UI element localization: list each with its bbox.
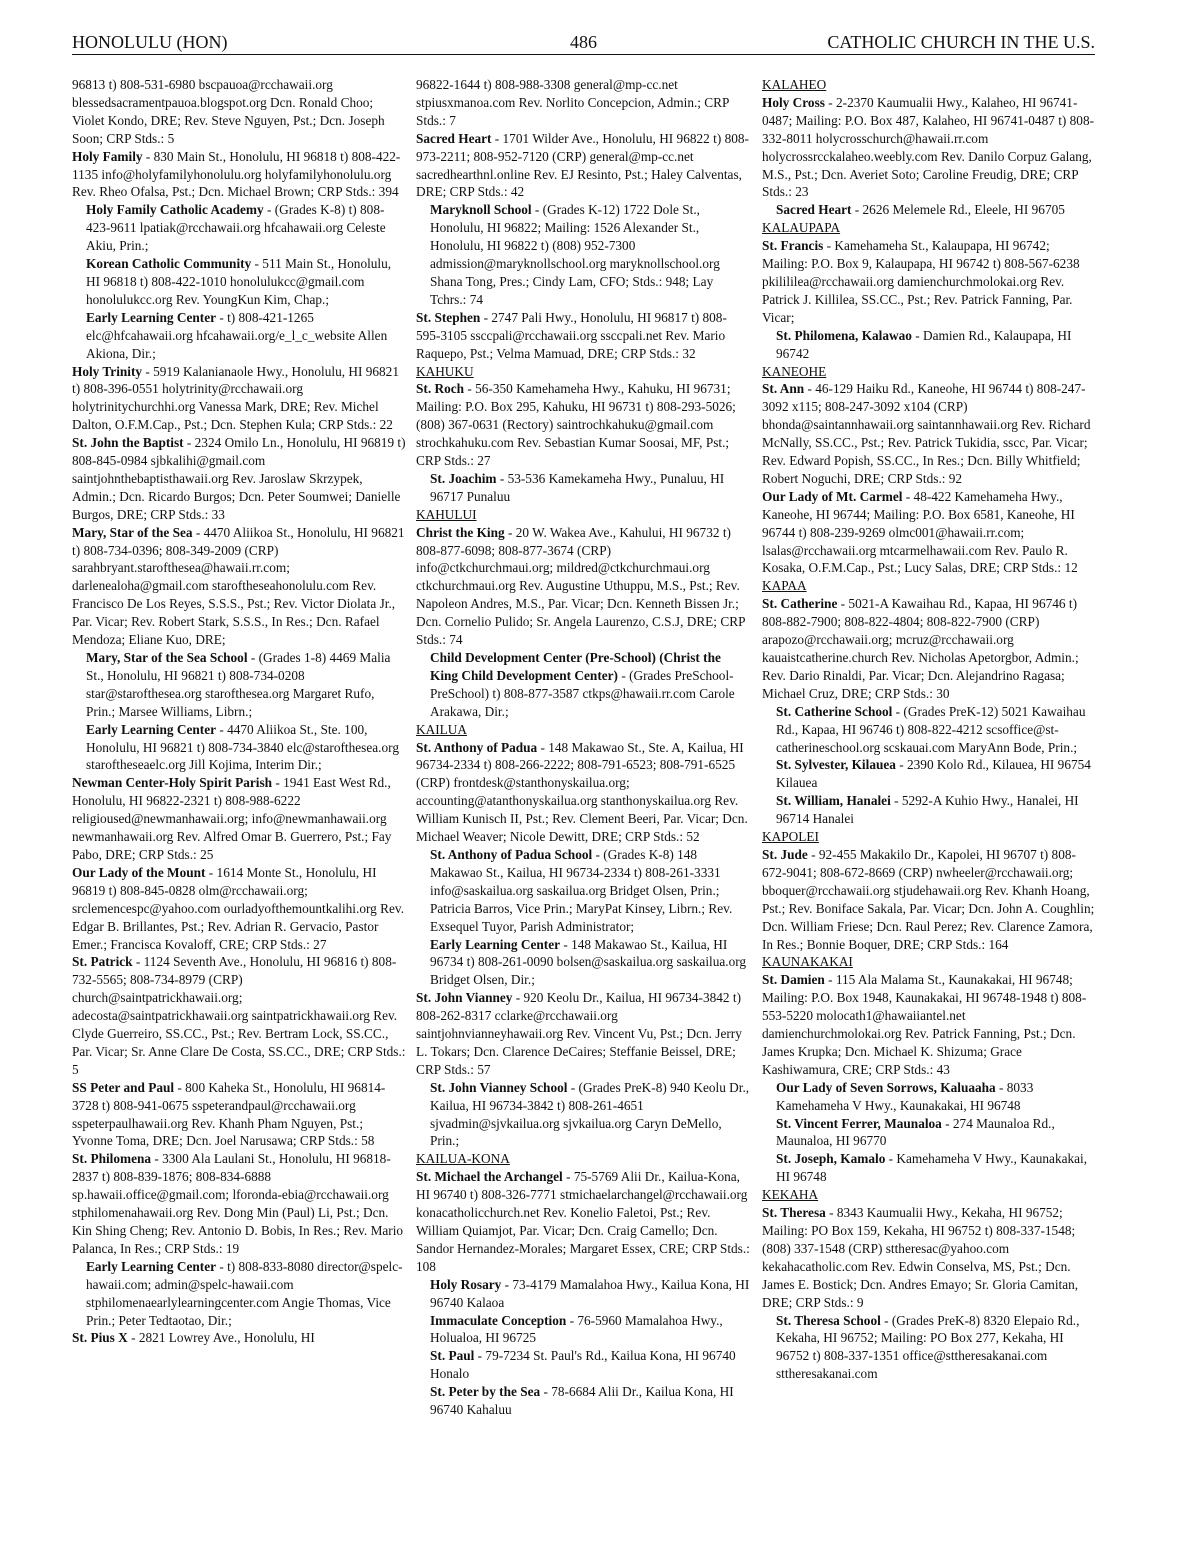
sub-entry: [762, 201, 1096, 219]
entry-details: - 5919 Kalanianaole Hwy., Honolulu, HI 96821 t) 808-396-0551 holytrinity@rcchawaii.org holytrinitychurchhi.org Vanessa Mark, DRE; Rev. Michel Dalton, O.F.M.Cap., Pst.; Dcn. Stephen Kula; CRP Stds.: 22: [72, 363, 399, 433]
city-heading: KAPAA: [762, 578, 807, 594]
city-heading: KALAHEO: [762, 77, 827, 92]
entry-details: - 92-455 Makakilo Dr., Kapolei, HI 96707 t) 808-672-9041; 808-672-8669 (CRP) nwheeler@rcchawaii.org; bboquer@rcchawaii.org stjudehawaii.org Rev. Khanh Hoang, Pst.; Rev. Boniface Sakala, Par. Vicar; Dcn. John A. Coughlin; Dcn. William Friese; Dcn. Raul Perez; Rev. Clarence Zamora, In Res.; Bonnie Boquer, DRE; CRP Stds.: 164: [762, 846, 1095, 952]
entry-details: - 2821 Lowrey Ave., Honolulu, HI: [127, 1330, 315, 1346]
parish-entry: [72, 953, 406, 1078]
city-heading: KAUNAKAKAI: [762, 954, 853, 970]
entry-name: St. Catherine: [762, 596, 838, 612]
parish-entry: [416, 76, 750, 130]
entry-name: Holy Trinity: [72, 363, 143, 379]
parish-entry: [416, 1168, 750, 1275]
entry-details: - 53-536 Kamekameha Hwy., Punaluu, HI 96717 Punaluu: [430, 470, 725, 504]
entry-details: - 115 Ala Malama St., Kaunakakai, HI 96748; Mailing: P.O. Box 1948, Kaunakakai, HI 96748-1948 t) 808-553-5220 molocath1@hawaiiantel.net damienchurchmolokai.org Rev. Patrick Fanning, Pst.; Dcn. James Krupka; Dcn. Michael K. Shizuma; Grace Kashiwamura, CRE; CRP Stds.: 43: [762, 972, 1087, 1077]
entry-details: - 2390 Kolo Rd., Kilauea, HI 96754 Kilauea: [776, 757, 1091, 791]
entry-details: - t) 808-421-1265 elc@hfcahawaii.org hfcahawaii.org/e_l_c_website Allen Akiona, Dir.;: [86, 309, 388, 361]
sub-entry: [416, 846, 750, 936]
entry-name: St. Pius X: [72, 1330, 128, 1346]
entry-name: St. Ann: [762, 381, 805, 397]
parish-entry: [72, 864, 406, 954]
entry-name: Our Lady of Mt. Carmel: [762, 488, 903, 504]
running-head-right: CATHOLIC CHURCH IN THE U.S.: [827, 32, 1095, 52]
entry-details: - (Grades 1-8) 4469 Malia St., Honolulu, HI 96821 t) 808-734-0208 star@starofthesea.org starofthesea.org Margaret Rufo, Prin.; Marsee Williams, Librn.;: [86, 650, 391, 719]
entry-details: - 5292-A Kuhio Hwy., Hanalei, HI 96714 Hanalei: [776, 793, 1079, 827]
parish-entry: [762, 595, 1096, 702]
entry-details: - 4470 Aliikoa St., Ste. 100, Honolulu, HI 96821 t) 808-734-3840 elc@starofthesea.org staroftheseaelc.org Jill Kojima, Interim Dir.;: [86, 721, 399, 773]
entry-details: 96813 t) 808-531-6980 bscpauoa@rcchawaii.org blessedsacramentpauoa.blogspot.org Dcn. Ronald Choo; Violet Kondo, DRE; Rev. Steve Nguyen, Pst.; Dcn. Joseph Soon; CRP Stds.: 5: [72, 77, 385, 146]
entry-details: - 73-4179 Mamalahoa Hwy., Kailua Kona, HI 96740 Kalaoa: [430, 1276, 750, 1310]
city-heading: KAHUKU: [416, 363, 474, 379]
column-2: [416, 76, 750, 1419]
entry-details: - (Grades PreSchool-PreSchool) t) 808-877-3587 ctkps@hawaii.rr.com Carole Arakawa, Dir.;: [430, 667, 735, 719]
entry-details: - 800 Kaheka St., Honolulu, HI 96814-3728 t) 808-941-0675 sspeterandpaul@rcchawaii.org sspeterpaulhawaii.org Rev. Khanh Pham Nguyen, Pst.; Yvonne Toma, DRE; Dcn. Joel Narusawa; CRP Stds.: 58: [72, 1079, 386, 1149]
entry-details: - (Grades K-8) t) 808-423-9611 lpatiak@rcchawaii.org hfcahawaii.org Celeste Akiu, Prin.;: [86, 202, 386, 254]
entry-details: - Kamehameha V Hwy., Kaunakakai, HI 96748: [776, 1151, 1088, 1185]
entry-name: St. Roch: [416, 381, 465, 397]
entry-name: SS Peter and Paul: [72, 1079, 175, 1095]
entry-name: St. Theresa: [762, 1205, 826, 1221]
parish-entry: [762, 971, 1096, 1078]
sub-entry: [72, 309, 406, 363]
entry-details: - (Grades K-12) 1722 Dole St., Honolulu, HI 96822; Mailing: 1526 Alexander St., Honolulu, HI 96822 t) (808) 952-7300 admission@maryknollschool.org maryknollschool.org Shana Tong, Pres.; Cindy Lam, CFO; Stds.: 948; Lay Tchrs.: 74: [430, 202, 720, 307]
sub-entry: [416, 470, 750, 506]
entry-details: - 830 Main St., Honolulu, HI 96818 t) 808-422-1135 info@holyfamilyhonolulu.org holyfamilyhonolulu.org Rev. Rheo Ofalsa, Pst.; Dcn. Michael Brown; CRP Stds.: 394: [72, 148, 401, 200]
sub-entry: [416, 1383, 750, 1419]
entry-name: St. John Vianney: [416, 990, 513, 1006]
entry-name: St. Philomena: [72, 1151, 152, 1167]
entry-name: Newman Center-Holy Spirit Parish: [72, 775, 273, 791]
entry-name: Early Learning Center: [430, 936, 560, 952]
entry-details: - t) 808-833-8080 director@spelc-hawaii.com; admin@spelc-hawaii.com stphilomenaearlylearningcenter.com Angie Thomas, Vice Prin.; Peter Tedtaotao, Dir.;: [86, 1258, 403, 1328]
sub-entry: [762, 1079, 1096, 1115]
entry-details: - 3300 Ala Laulani St., Honolulu, HI 96818-2837 t) 808-839-1876; 808-834-6888 sp.hawaii.office@gmail.com; lforonda-ebia@rcchawaii.org stphilomenahawaii.org Rev. Dong Min (Paul) Li, Pst.; Dcn. Kin Shing Cheng; Rev. Antonio D. Bobis, In Res.; Rev. Mario Palanca, In Res.; CRP Stds.: 19: [72, 1151, 404, 1256]
parish-entry: [762, 380, 1096, 487]
parish-entry: [72, 1079, 406, 1151]
entry-details: - (Grades PreK-8) 940 Keolu Dr., Kailua, HI 96734-3842 t) 808-261-4651 sjvadmin@sjvkailua.org sjvkailua.org Caryn DeMello, Prin.;: [430, 1079, 750, 1149]
entry-details: - (Grades PreK-8) 8320 Elepaio Rd., Kekaha, HI 96752; Mailing: PO Box 277, Kekaha, HI 96752 t) 808-337-1351 office@sttheresakanai.com sttheresakanai.com: [776, 1312, 1080, 1382]
parish-entry: [72, 363, 406, 435]
parish-entry: [762, 237, 1096, 327]
entry-details: - 1124 Seventh Ave., Honolulu, HI 96816 t) 808-732-5565; 808-734-8979 (CRP) church@saintpatrickhawaii.org; adecosta@saintpatrickhawaii.org saintpatrickhawaii.org Rev. Clyde Guerreiro, SS.CC., Pst.; Rev. Bertram Lock, SS.CC., Par. Vicar; Sr. Anne Clare De Costa, SS.CC., DRE; CRP Stds.: 5: [72, 954, 406, 1077]
sub-entry: [72, 255, 406, 309]
entry-name: Holy Family: [72, 148, 143, 164]
entry-name: St. Francis: [762, 238, 824, 254]
entry-name: St. Jude: [762, 846, 808, 862]
parish-entry: [762, 94, 1096, 201]
entry-name: Child Development Center (Pre-School) (Christ the King Child Development Center): [430, 650, 721, 683]
entry-details: - 2324 Omilo Ln., Honolulu, HI 96819 t) 808-845-0984 sjbkalihi@gmail.com saintjohnthebaptisthawaii.org Rev. Jaroslaw Skrzypek, Admin.; Dcn. Ricardo Burgos; Dcn. Peter Soumwei; Danielle Burgos, DRE; CRP Stds.: 33: [72, 435, 406, 522]
sub-entry: [416, 1347, 750, 1383]
sub-entry: [416, 936, 750, 990]
sub-entry: [72, 201, 406, 255]
entry-name: Mary, Star of the Sea School: [86, 650, 248, 665]
entry-details: - Kamehameha St., Kalaupapa, HI 96742; Mailing: P.O. Box 9, Kalaupapa, HI 96742 t) 808-567-6238 pkilililea@rcchawaii.org damienchurchmolokai.org Rev. Patrick J. Killilea, SS.CC., Pst.; Rev. Patrick Fanning, Par. Vicar;: [762, 238, 1080, 325]
parish-entry: [416, 739, 750, 846]
entry-details: - 76-5960 Mamalahoa Hwy., Holualoa, HI 96725: [430, 1312, 723, 1346]
city-heading: KAHULUI: [416, 506, 477, 522]
entry-details: - 148 Makawao St., Kailua, HI 96734 t) 808-261-0090 bolsen@saskailua.org saskailua.org Bridget Olsen, Dir.;: [430, 936, 747, 988]
entry-details: - 1941 East West Rd., Honolulu, HI 96822-2321 t) 808-988-6222 religioused@newmanhawaii.org; info@newmanhawaii.org newmanhawaii.org Rev. Alfred Omar B. Guerrero, Pst.; Fay Pabo, DRE; CRP Stds.: 25: [72, 775, 392, 862]
sub-entry: [72, 1258, 406, 1330]
entry-name: St. Joseph, Kamalo: [776, 1151, 886, 1167]
parish-entry: [416, 309, 750, 363]
entry-details: - 8343 Kaumualii Hwy., Kekaha, HI 96752; Mailing: PO Box 159, Kekaha, HI 96752 t) 808-337-1548; (808) 337-1548 (CRP) sttheresac@yahoo.com kekahacatholic.com Rev. Edwin Conselva, MS, Pst.; Dcn. James E. Bostick; Dcn. Andres Emayo; Sr. Gloria Camitan, DRE; CRP Stds.: 9: [762, 1205, 1079, 1310]
sub-entry: [72, 649, 406, 721]
entry-details: - (Grades K-8) 148 Makawao St., Kailua, HI 96734-2334 t) 808-261-3331 info@saskailua.org saskailua.org Bridget Olsen, Prin.; Patricia Barros, Vice Prin.; MaryPat Kinsey, Librn.; Rev. Exsequel Tuyor, Parish Administrator;: [430, 846, 733, 934]
sub-entry: [762, 703, 1096, 757]
entry-name: Early Learning Center: [86, 721, 216, 737]
entry-name: St. Peter by the Sea: [430, 1384, 541, 1400]
city-heading: KEKAHA: [762, 1187, 819, 1203]
sub-entry: [416, 1079, 750, 1151]
parish-entry: [72, 1329, 406, 1347]
parish-entry: [72, 1150, 406, 1257]
entry-details: - 20 W. Wakea Ave., Kahului, HI 96732 t) 808-877-6098; 808-877-3674 (CRP) info@ctkchurchmaui.org; mildred@ctkchurchmaui.org ctkchurchmaui.org Rev. Augustine Uthuppu, M.S., Pst.; Rev. Napoleon Andres, M.S., Par. Vicar; Dcn. Kenneth Bissen Jr.; Dcn. Cornelio Pulido; Sr. Angela Laurenzo, C.S.J, DRE; CRP Stds.: 74: [416, 524, 745, 648]
entry-details: - 1701 Wilder Ave., Honolulu, HI 96822 t) 808-973-2211; 808-952-7120 (CRP) general@mp-cc.net sacredhearthnl.online Rev. EJ Resinto, Pst.; Haley Calventas, DRE; CRP Stds.: 42: [416, 130, 749, 200]
entry-details: - 920 Keolu Dr., Kailua, HI 96734-3842 t) 808-262-8317 cclarke@rcchawaii.org saintjohnvianneyhawaii.org Rev. Vincent Vu, Pst.; Dcn. Jerry L. Tokars; Dcn. Clarence DeCaires; Steffanie Beissel, DRE; CRP Stds.: 57: [416, 990, 742, 1077]
entry-name: St. John the Baptist: [72, 435, 184, 451]
parish-entry: [762, 846, 1096, 953]
entry-name: Early Learning Center: [86, 309, 216, 325]
parish-entry: [72, 434, 406, 524]
entry-details: - 1614 Monte St., Honolulu, HI 96819 t) 808-845-0828 olm@rcchawaii.org; srclemencespc@yahoo.com ourladyofthemountkalihi.org Rev. Edgar B. Brillantes, Pst.; Rev. Adrian R. Gervacio, Pastor Emer.; Francisca Kovaloff, CRE; CRP Stds.: 27: [72, 864, 405, 952]
column-3: [762, 76, 1096, 1383]
entry-name: Mary, Star of the Sea: [72, 524, 193, 540]
entry-name: Maryknoll School: [430, 202, 532, 218]
entry-name: St. Anthony of Padua: [416, 739, 538, 755]
entry-name: St. Catherine School: [776, 703, 893, 719]
entry-details: - 79-7234 St. Paul's Rd., Kailua Kona, HI 96740 Honalo: [430, 1348, 736, 1382]
entry-details: - 4470 Aliikoa St., Honolulu, HI 96821 t) 808-734-0396; 808-349-2009 (CRP) sarahbryant.starofthesea@hawaii.rr.com; darlenealoha@gmail.com staroftheseahonolulu.com Rev. Francisco De Los Reyes, S.S.S., Pst.; Rev. Victor Diolata Jr., Par. Vicar; Rev. Robert Stark, S.S.S., In Res.; Dcn. Rafael Mendoza; Eliane Kuo, DRE;: [72, 524, 405, 648]
entry-name: St. Vincent Ferrer, Maunaloa: [776, 1115, 942, 1131]
entry-name: Our Lady of the Mount: [72, 864, 206, 880]
entry-name: St. Patrick: [72, 954, 133, 970]
city-heading: KANEOHE: [762, 363, 827, 379]
entry-name: St. Joachim: [430, 470, 497, 486]
parish-entry: [416, 989, 750, 1079]
parish-entry: [72, 76, 406, 148]
sub-entry: [416, 1312, 750, 1348]
sub-entry: [72, 721, 406, 775]
entry-name: Holy Family Catholic Academy: [86, 202, 264, 218]
parish-entry: [416, 524, 750, 649]
entry-details: - 511 Main St., Honolulu, HI 96818 t) 808-422-1010 honolulukcc@gmail.com honolulukcc.org Rev. YoungKun Kim, Chap.;: [86, 256, 392, 307]
entry-name: Holy Rosary: [430, 1276, 502, 1292]
entry-name: Immaculate Conception: [430, 1312, 567, 1328]
parish-entry: [72, 148, 406, 202]
column-1: [72, 76, 406, 1347]
sub-entry: [762, 792, 1096, 828]
entry-name: Korean Catholic Community: [86, 256, 252, 272]
entry-name: St. Theresa School: [776, 1312, 881, 1328]
entry-details: - 2-2370 Kaumualii Hwy., Kalaheo, HI 96741-0487; Mailing: P.O. Box 487, Kalaheo, HI 96741-0487 t) 808-332-8011 holycrosschurch@hawaii.rr.com holycrossrcckalaheo.weebly.com Rev. Danilo Corpuz Galang, M.S., Pst.; Dcn. Averiet Soto; Caroline Freudig, DRE; CRP Stds.: 23: [762, 94, 1095, 200]
sub-entry: [762, 756, 1096, 792]
entry-name: St. Sylvester, Kilauea: [776, 757, 896, 773]
parish-entry: [762, 488, 1096, 578]
sub-entry: [762, 1115, 1096, 1151]
entry-details: - 148 Makawao St., Ste. A, Kailua, HI 96734-2334 t) 808-266-2222; 808-791-6523; 808-791-6525 (CRP) frontdesk@stanthonyskailua.org; accounting@atanthonyskailua.org stanthonyskailua.org Rev. William Kunisch II, Pst.; Rev. Clement Beeri, Par. Vicar; Dcn. Michael Weaver; Nicole Dewitt, DRE; CRP Stds.: 52: [416, 739, 748, 845]
entry-name: St. Paul: [430, 1348, 475, 1364]
entry-name: Holy Cross: [762, 94, 825, 110]
entry-name: St. Anthony of Padua School: [430, 846, 593, 862]
sub-entry: [762, 327, 1096, 363]
entry-details: - 46-129 Haiku Rd., Kaneohe, HI 96744 t) 808-247-3092 x115; 808-247-3092 x104 (CRP) bhonda@saintannhawaii.org saintannhawaii.org Rev. Richard McNally, SS.CC., Pst.; Rev. Patrick Tukidia, sscc, Par. Vicar; Rev. Edward Popish, SS.CC., In Res.; Dcn. Billy Whitfield; Robert Noguchi, DRE; CRP Stds.: 92: [762, 381, 1091, 486]
entry-details: - 75-5769 Alii Dr., Kailua-Kona, HI 96740 t) 808-326-7771 stmichaelarchangel@rcchawaii.org konacatholicchurch.net Rev. Konelio Faletoi, Pst.; Rev. William Quiamjot, Par. Vicar; Dcn. Craig Camello; Dcn. Sandor Hernandez-Morales; Margaret Essex, CRE; CRP Stds.: 108: [416, 1169, 750, 1274]
entry-name: St. Stephen: [416, 309, 481, 325]
entry-details: - 274 Maunaloa Rd., Maunaloa, HI 96770: [776, 1115, 1055, 1149]
parish-entry: [416, 130, 750, 202]
parish-entry: [72, 524, 406, 649]
entry-name: Christ the King: [416, 524, 505, 540]
sub-entry: [762, 1150, 1096, 1186]
entry-name: St. Damien: [762, 972, 825, 988]
parish-entry: [72, 774, 406, 864]
city-heading: KAILUA: [416, 721, 467, 737]
city-heading: KAPOLEI: [762, 829, 819, 845]
entry-details: - 2747 Pali Hwy., Honolulu, HI 96817 t) 808-595-3105 ssccpali@rcchawaii.org ssccpali.net Rev. Mario Raquepo, Pst.; Velma Mamuad, DRE; CRP Stds.: 32: [416, 309, 727, 361]
running-head-left: HONOLULU (HON): [72, 32, 228, 52]
sub-entry: [416, 649, 750, 721]
entry-details: - 56-350 Kamehameha Hwy., Kahuku, HI 96731; Mailing: P.O. Box 295, Kahuku, HI 96731 t) 808-293-5026; (808) 367-0631 (Rectory) saintrochkahuku@gmail.com strochkahuku.com Rev. Sebastian Kumar Soosai, MF, Pst.; CRP Stds.: 27: [416, 381, 736, 469]
entry-name: Sacred Heart: [776, 202, 852, 218]
entry-name: Our Lady of Seven Sorrows, Kaluaaha: [776, 1079, 996, 1095]
header-rule: [72, 54, 1095, 55]
entry-details: 96822-1644 t) 808-988-3308 general@mp-cc.net stpiusxmanoa.com Rev. Norlito Concepcion, Admin.; CRP Stds.: 7: [416, 77, 729, 128]
page-number: 486: [570, 32, 597, 52]
parish-entry: [416, 380, 750, 470]
entry-details: - 48-422 Kamehameha Hwy., Kaneohe, HI 96744; Mailing: P.O. Box 6581, Kaneohe, HI 96744 t) 808-239-9269 olmc001@hawaii.rr.com; lsalas@rcchawaii.org mtcarmelhawaii.com Rev. Paulo R. Kosaka, O.F.M.Cap., Pst.; Lucy Salas, DRE; CRP Stds.: 12: [762, 488, 1078, 576]
entry-details: - 2626 Melemele Rd., Eleele, HI 96705: [851, 202, 1065, 218]
city-heading: KAILUA-KONA: [416, 1151, 510, 1167]
sub-entry: [416, 201, 750, 308]
city-heading: KALAUPAPA: [762, 220, 841, 236]
sub-entry: [762, 1312, 1096, 1384]
entry-details: - Damien Rd., Kalaupapa, HI 96742: [776, 327, 1072, 361]
entry-details: - 78-6684 Alii Dr., Kailua Kona, HI 96740 Kahaluu: [430, 1384, 734, 1418]
entry-name: St. Michael the Archangel: [416, 1169, 563, 1185]
sub-entry: [416, 1276, 750, 1312]
entry-name: St. William, Hanalei: [776, 793, 891, 809]
entry-details: - 5021-A Kawaihau Rd., Kapaa, HI 96746 t) 808-882-7900; 808-822-4804; 808-822-7900 (CRP) arapozo@rcchawaii.org; mcruz@rcchawaii.org kauaistcatherine.church Rev. Nicholas Apetorgbor, Admin.; Rev. Dario Rinaldi, Par. Vicar; Dcn. Alejandrino Ragasa; Michael Cruz, DRE; CRP Stds.: 30: [762, 596, 1079, 701]
entry-name: Early Learning Center: [86, 1258, 216, 1274]
entry-name: St. Philomena, Kalawao: [776, 327, 912, 343]
entry-name: Sacred Heart: [416, 130, 492, 146]
entry-details: - 8033 Kamehameha V Hwy., Kaunakakai, HI 96748: [776, 1079, 1034, 1113]
parish-entry: [762, 1204, 1096, 1311]
entry-name: St. John Vianney School: [430, 1079, 568, 1095]
entry-details: - (Grades PreK-12) 5021 Kawaihau Rd., Kapaa, HI 96746 t) 808-822-4212 scsoffice@st-catherineschool.org scskauai.com MaryAnn Bode, Prin.;: [776, 703, 1086, 755]
